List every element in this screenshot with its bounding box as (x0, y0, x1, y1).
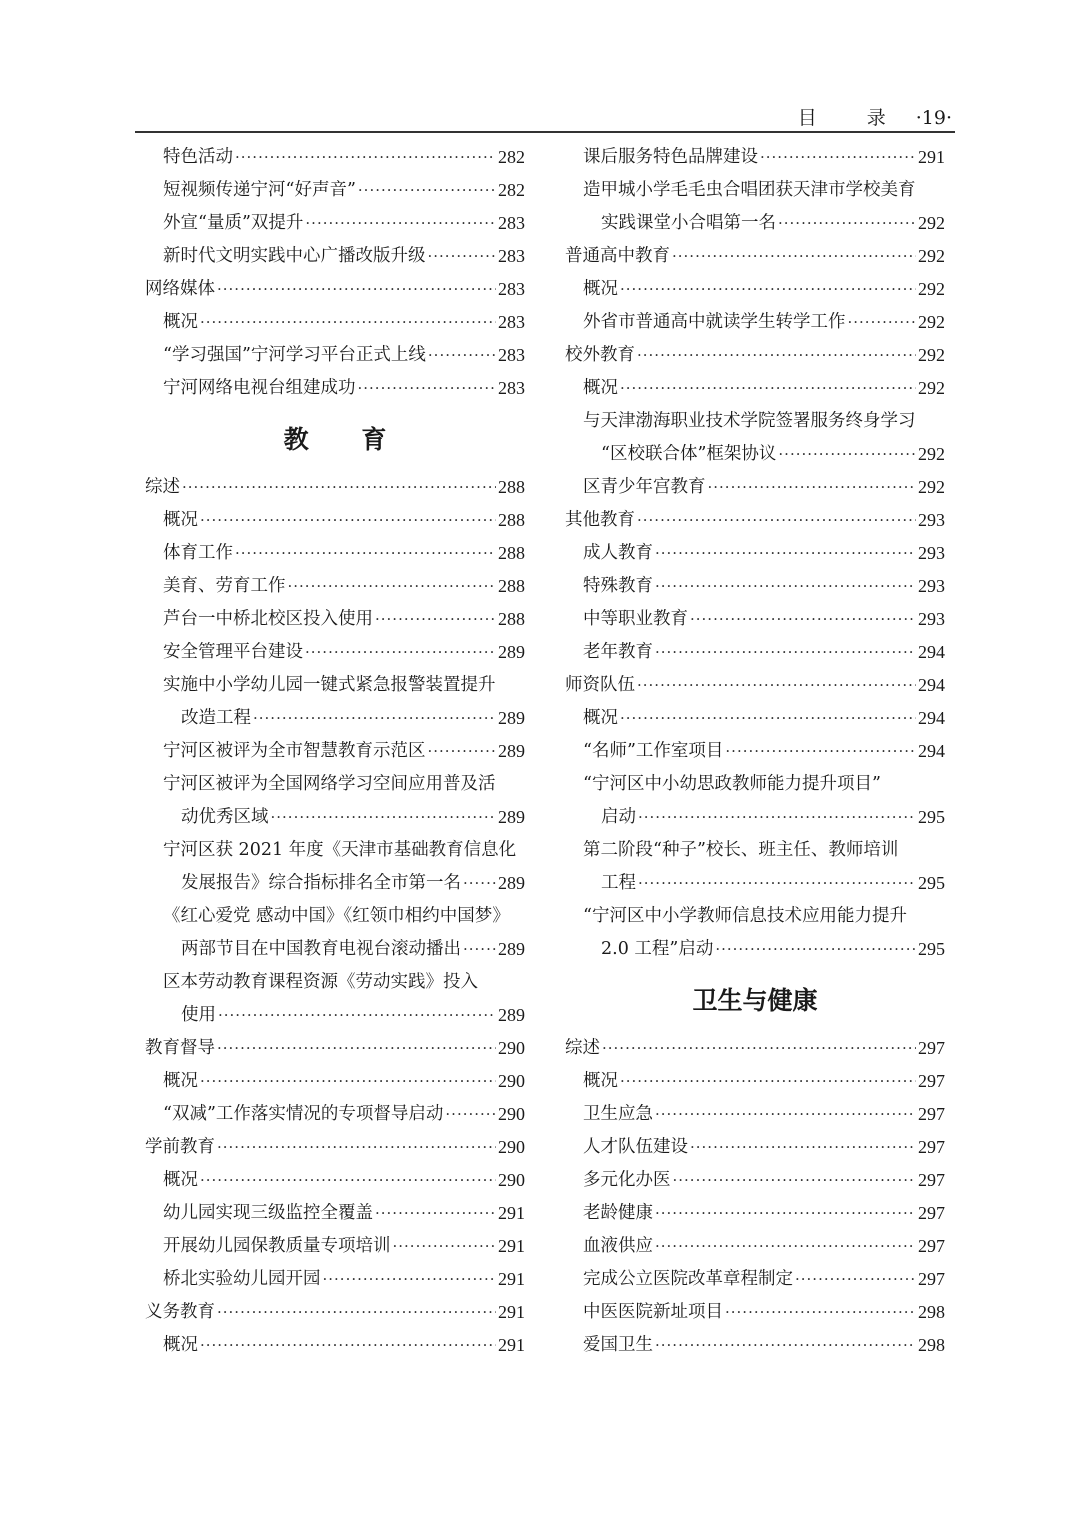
toc-entry-title: 外宣“量质”双提升 (163, 213, 304, 233)
dot-leader (463, 867, 496, 900)
dot-leader (778, 207, 916, 240)
toc-entry[interactable] (565, 636, 945, 669)
dot-leader (655, 537, 916, 570)
toc-entry-title: 概况 (583, 279, 618, 299)
toc-entry-title: 区本劳动教育课程资源《劳动实践》投入 (163, 972, 478, 992)
toc-entry-title: 桥北实验幼儿园开园 (163, 1269, 321, 1289)
toc-entry-title: “宁河区中小幼思政教师能力提升项目” (583, 774, 881, 794)
dot-leader (217, 1296, 496, 1329)
toc-entry-page: 293 (918, 510, 945, 530)
toc-entry-page: 294 (918, 741, 945, 761)
toc-entry-page: 291 (498, 1203, 525, 1223)
toc-entry-line (565, 834, 945, 867)
dot-leader (200, 1164, 496, 1197)
toc-entry-page: 297 (918, 1203, 945, 1223)
toc-entry-title: 概况 (163, 1170, 198, 1190)
section-heading: 教 育 (283, 425, 409, 454)
toc-entry-page: 283 (498, 345, 525, 365)
toc-entry-page: 283 (498, 378, 525, 398)
toc-entry[interactable] (565, 1032, 945, 1065)
dot-leader (182, 471, 496, 504)
dot-leader (428, 339, 496, 372)
toc-entry-title: 概况 (583, 378, 618, 398)
toc-entry-title: 宁河区被评为全市智慧教育示范区 (163, 741, 426, 761)
toc-entry-page: 290 (498, 1038, 525, 1058)
toc-entry[interactable] (145, 1296, 525, 1329)
toc-entry-title: 宁河区被评为全国网络学习空间应用普及活 (163, 774, 496, 794)
dot-leader (637, 669, 916, 702)
toc-entry[interactable] (565, 207, 945, 240)
toc-entry[interactable] (145, 603, 525, 636)
toc-entry-page: 295 (918, 873, 945, 893)
toc-entry[interactable] (145, 1329, 525, 1362)
toc-entry[interactable] (145, 999, 525, 1032)
dot-leader (288, 570, 497, 603)
toc-entry-title: 造甲城小学毛毛虫合唱团获天津市学校美育 (583, 180, 916, 200)
toc-entry-page: 297 (918, 1269, 945, 1289)
toc-entry-line (565, 900, 945, 933)
dot-leader (217, 273, 496, 306)
toc-entry-title: 综述 (565, 1038, 600, 1058)
dot-leader (655, 570, 916, 603)
toc-entry-page: 288 (498, 477, 525, 497)
dot-leader (708, 471, 917, 504)
dot-leader (655, 1329, 916, 1362)
toc-entry-title: 宁河区获 2021 年度《天津市基础教育信息化 (163, 840, 517, 860)
dot-leader (602, 1032, 916, 1065)
toc-entry-title: “区校联合体”框架协议 (601, 444, 777, 464)
dot-leader (637, 339, 916, 372)
toc-entry-title: 完成公立医院改革章程制定 (583, 1269, 793, 1289)
toc-entry[interactable] (145, 504, 525, 537)
toc-entry[interactable] (565, 669, 945, 702)
toc-entry-page: 292 (918, 378, 945, 398)
toc-entry-line (145, 966, 525, 999)
page-number: ·19· (915, 107, 952, 129)
toc-entry-page: 297 (918, 1137, 945, 1157)
toc-entry[interactable] (565, 1263, 945, 1296)
toc-entry[interactable] (565, 867, 945, 900)
toc-entry-page: 289 (498, 939, 525, 959)
toc-entry[interactable] (145, 372, 525, 405)
dot-leader (235, 141, 496, 174)
toc-entry-page: 295 (918, 939, 945, 959)
toc-entry[interactable] (565, 1329, 945, 1362)
toc-entry-title: 综述 (145, 477, 180, 497)
toc-entry-page: 282 (498, 180, 525, 200)
toc-entry[interactable] (565, 1296, 945, 1329)
toc-entry[interactable] (145, 339, 525, 372)
toc-entry-title: 概况 (163, 312, 198, 332)
dot-leader (323, 1263, 497, 1296)
toc-entry-page: 298 (918, 1335, 945, 1355)
toc-entry-title: 工程 (601, 873, 636, 893)
toc-entry-page: 289 (498, 741, 525, 761)
dot-leader (358, 372, 497, 405)
toc-entry-page: 289 (498, 1005, 525, 1025)
dot-leader (375, 603, 496, 636)
toc-entry-page: 292 (918, 213, 945, 233)
toc-entry[interactable] (565, 504, 945, 537)
toc-entry[interactable] (565, 306, 945, 339)
dot-leader (463, 933, 496, 966)
dot-leader (778, 438, 916, 471)
toc-entry-page: 283 (498, 312, 525, 332)
toc-entry-title: 改造工程 (181, 708, 251, 728)
toc-entry[interactable] (145, 1131, 525, 1164)
toc-entry-line (145, 834, 525, 867)
toc-entry[interactable] (145, 537, 525, 570)
toc-entry-title: 安全管理平台建设 (163, 642, 303, 662)
toc-entry-page: 292 (918, 312, 945, 332)
toc-entry-page: 292 (918, 246, 945, 266)
toc-entry[interactable] (145, 273, 525, 306)
dot-leader (200, 1065, 496, 1098)
toc-entry-page: 298 (918, 1302, 945, 1322)
toc-column-left (145, 141, 525, 1362)
toc-entry-page: 294 (918, 642, 945, 662)
toc-entry[interactable] (565, 438, 945, 471)
toc-entry-title: 开展幼儿园保教质量专项培训 (163, 1236, 391, 1256)
toc-entry-title: 发展报告》综合指标排名全市第一名 (181, 873, 461, 893)
dot-leader (375, 1197, 496, 1230)
toc-entry-title: 《红心爱党 感动中国》《红领巾相约中国梦》 (163, 906, 510, 926)
toc-entry-page: 283 (498, 213, 525, 233)
toc-entry[interactable] (565, 801, 945, 834)
toc-entry-title: 网络媒体 (145, 279, 215, 299)
toc-entry-title: 爱国卫生 (583, 1335, 653, 1355)
toc-entry[interactable] (145, 1098, 525, 1131)
toc-entry[interactable] (145, 1164, 525, 1197)
toc-entry-page: 297 (918, 1236, 945, 1256)
toc-entry-line (145, 900, 525, 933)
toc-entry-line (565, 174, 945, 207)
toc-entry[interactable] (565, 471, 945, 504)
dot-leader (655, 1197, 916, 1230)
toc-entry[interactable] (565, 1131, 945, 1164)
toc-entry-title: 2.0 工程”启动 (601, 939, 714, 959)
dot-leader (848, 306, 917, 339)
toc-entry-page: 294 (918, 675, 945, 695)
toc-entry-title: 幼儿园实现三级监控全覆盖 (163, 1203, 373, 1223)
dot-leader (235, 537, 496, 570)
dot-leader (218, 999, 496, 1032)
toc-entry-page: 283 (498, 246, 525, 266)
toc-entry-title: 课后服务特色品牌建设 (583, 147, 758, 167)
dot-leader (655, 1098, 916, 1131)
dot-leader (620, 1065, 916, 1098)
toc-entry-title: 其他教育 (565, 510, 635, 530)
toc-entry[interactable] (145, 207, 525, 240)
toc-entry-title: 与天津渤海职业技术学院签署服务终身学习 (583, 411, 916, 431)
toc-entry-title: 外省市普通高中就读学生转学工作 (583, 312, 846, 332)
toc-entry[interactable] (565, 372, 945, 405)
toc-entry-title: 师资队伍 (565, 675, 635, 695)
toc-entry-page: 292 (918, 444, 945, 464)
toc-entry[interactable] (145, 702, 525, 735)
toc-entry-title: 教育督导 (145, 1038, 215, 1058)
dot-leader (217, 1131, 496, 1164)
toc-entry-page: 288 (498, 609, 525, 629)
toc-entry-title: 动优秀区域 (181, 807, 269, 827)
toc-entry[interactable] (565, 603, 945, 636)
toc-entry-page: 290 (498, 1170, 525, 1190)
toc-entry-title: 中医医院新址项目 (583, 1302, 723, 1322)
toc-entry-page: 288 (498, 510, 525, 530)
toc-entry-page: 289 (498, 807, 525, 827)
toc-entry-title: 概况 (163, 1335, 198, 1355)
toc-entry-page: 291 (498, 1236, 525, 1256)
toc-entry-page: 289 (498, 873, 525, 893)
dot-leader (725, 735, 916, 768)
toc-entry-title: 特色活动 (163, 147, 233, 167)
toc-entry-page: 290 (498, 1071, 525, 1091)
section-heading: 卫生与健康 (692, 986, 818, 1015)
toc-entry-title: 校外教育 (565, 345, 635, 365)
toc-entry-title: 血液供应 (583, 1236, 653, 1256)
dot-leader (690, 603, 916, 636)
toc-entry[interactable] (565, 1230, 945, 1263)
toc-entry[interactable] (145, 306, 525, 339)
toc-entry-page: 288 (498, 543, 525, 563)
toc-entry-page: 297 (918, 1170, 945, 1190)
toc-entry-page: 289 (498, 642, 525, 662)
dot-leader (200, 504, 496, 537)
toc-entry-title: 普通高中教育 (565, 246, 670, 266)
toc-entry[interactable] (145, 1032, 525, 1065)
toc-entry-page: 292 (918, 345, 945, 365)
toc-entry-title: 多元化办医 (583, 1170, 671, 1190)
dot-leader (655, 1230, 916, 1263)
dot-leader (673, 1164, 917, 1197)
toc-entry[interactable] (145, 1065, 525, 1098)
toc-entry[interactable] (145, 141, 525, 174)
toc-entry-title: 新时代文明实践中心广播改版升级 (163, 246, 426, 266)
toc-entry-title: “学习强国”宁河学习平台正式上线 (163, 345, 426, 365)
toc-entry[interactable] (145, 636, 525, 669)
toc-entry-title: 宁河网络电视台组建成功 (163, 378, 356, 398)
toc-entry[interactable] (145, 933, 525, 966)
toc-entry-page: 297 (918, 1071, 945, 1091)
toc-entry[interactable] (145, 1230, 525, 1263)
dot-leader (305, 636, 496, 669)
toc-entry-title: 芦台一中桥北校区投入使用 (163, 609, 373, 629)
toc-entry[interactable] (565, 141, 945, 174)
dot-leader (445, 1098, 496, 1131)
toc-entry[interactable] (145, 1263, 525, 1296)
toc-entry-title: “宁河区中小学教师信息技术应用能力提升 (583, 906, 907, 926)
toc-entry-title: 学前教育 (145, 1137, 215, 1157)
dot-leader (620, 273, 916, 306)
toc-entry-title: 老年教育 (583, 642, 653, 662)
toc-entry-title: 概况 (163, 1071, 198, 1091)
toc-entry[interactable] (145, 240, 525, 273)
dot-leader (428, 735, 497, 768)
dot-leader (795, 1263, 916, 1296)
toc-entry-line (565, 405, 945, 438)
dot-leader (393, 1230, 497, 1263)
toc-entry[interactable] (565, 933, 945, 966)
toc-entry-title: 实施中小学幼儿园一键式紧急报警装置提升 (163, 675, 496, 695)
toc-entry[interactable] (565, 537, 945, 570)
toc-entry-page: 292 (918, 477, 945, 497)
toc-entry-page: 283 (498, 279, 525, 299)
dot-leader (638, 801, 916, 834)
toc-entry-title: 两部节目在中国教育电视台滚动播出 (181, 939, 461, 959)
dot-leader (725, 1296, 916, 1329)
toc-entry-line (565, 768, 945, 801)
toc-entry[interactable] (145, 570, 525, 603)
toc-entry-title: 老龄健康 (583, 1203, 653, 1223)
section-title: 目 录 (797, 107, 908, 129)
dot-leader (200, 306, 496, 339)
toc-entry[interactable] (565, 1098, 945, 1131)
toc-entry-page: 291 (918, 147, 945, 167)
toc-entry[interactable] (145, 735, 525, 768)
dot-leader (253, 702, 496, 735)
dot-leader (200, 1329, 496, 1362)
toc-entry-page: 297 (918, 1038, 945, 1058)
toc-entry-page: 295 (918, 807, 945, 827)
toc-column-right (565, 141, 945, 1362)
toc-entry-page: 289 (498, 708, 525, 728)
dot-leader (672, 240, 916, 273)
toc-entry[interactable] (565, 570, 945, 603)
toc-entry[interactable] (145, 1197, 525, 1230)
toc-entry-title: 区青少年宫教育 (583, 477, 706, 497)
toc-entry-title: 概况 (583, 1071, 618, 1091)
toc-entry-title: 概况 (583, 708, 618, 728)
toc-entry-title: 启动 (601, 807, 636, 827)
toc-entry-page: 293 (918, 543, 945, 563)
toc-entry[interactable] (565, 240, 945, 273)
toc-entry[interactable] (145, 471, 525, 504)
toc-entry-title: 人才队伍建设 (583, 1137, 688, 1157)
toc-entry-page: 290 (498, 1137, 525, 1157)
toc-entry[interactable] (565, 1197, 945, 1230)
dot-leader (428, 240, 497, 273)
dot-leader (620, 372, 916, 405)
toc-entry[interactable] (565, 339, 945, 372)
toc-entry[interactable] (565, 735, 945, 768)
running-head (798, 103, 952, 130)
toc-entry-title: 卫生应急 (583, 1104, 653, 1124)
toc-entry-title: 美育、劳育工作 (163, 576, 286, 596)
toc-entry-page: 293 (918, 609, 945, 629)
dot-leader (715, 933, 916, 966)
toc-entry[interactable] (565, 1065, 945, 1098)
dot-leader (760, 141, 916, 174)
toc-entry-line (145, 768, 525, 801)
toc-entry[interactable] (145, 867, 525, 900)
toc-entry-title: “双减”工作落实情况的专项督导启动 (163, 1104, 444, 1124)
toc-entry[interactable] (145, 174, 525, 207)
toc-entry-title: 中等职业教育 (583, 609, 688, 629)
toc-entry-page: 294 (918, 708, 945, 728)
header-rule (135, 131, 955, 133)
toc-entry-line (145, 669, 525, 702)
toc-entry[interactable] (565, 702, 945, 735)
toc-entry-page: 291 (498, 1335, 525, 1355)
dot-leader (655, 636, 916, 669)
dot-leader (358, 174, 496, 207)
toc-entry[interactable] (565, 1164, 945, 1197)
toc-entry-title: 义务教育 (145, 1302, 215, 1322)
toc-entry-title: 短视频传递宁河“好声音” (163, 180, 356, 200)
toc-entry-page: 282 (498, 147, 525, 167)
toc-entry-title: “名师”工作室项目 (583, 741, 724, 761)
toc-entry-page: 291 (498, 1302, 525, 1322)
toc-entry[interactable] (565, 273, 945, 306)
toc-entry-page: 292 (918, 279, 945, 299)
dot-leader (305, 207, 496, 240)
toc-entry-page: 290 (498, 1104, 525, 1124)
toc-entry-title: 使用 (181, 1005, 216, 1025)
toc-entry-title: 实践课堂小合唱第一名 (601, 213, 776, 233)
dot-leader (690, 1131, 916, 1164)
toc-entry-page: 293 (918, 576, 945, 596)
toc-entry-title: 体育工作 (163, 543, 233, 563)
toc-entry-page: 297 (918, 1104, 945, 1124)
toc-entry-title: 第二阶段“种子”校长、班主任、教师培训 (583, 840, 899, 860)
dot-leader (638, 867, 916, 900)
dot-leader (271, 801, 497, 834)
toc-entry-title: 成人教育 (583, 543, 653, 563)
toc-entry-title: 特殊教育 (583, 576, 653, 596)
dot-leader (637, 504, 916, 537)
toc-entry-title: 概况 (163, 510, 198, 530)
toc-entry-page: 288 (498, 576, 525, 596)
dot-leader (620, 702, 916, 735)
toc-entry-page: 291 (498, 1269, 525, 1289)
dot-leader (217, 1032, 496, 1065)
toc-entry[interactable] (145, 801, 525, 834)
